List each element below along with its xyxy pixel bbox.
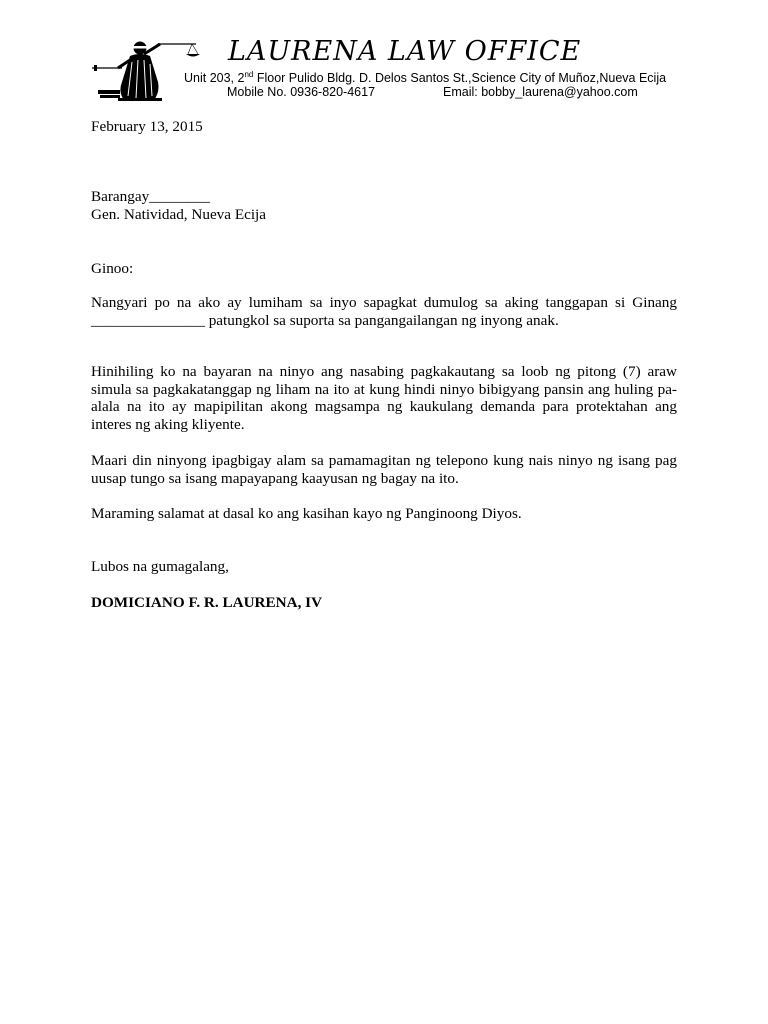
firm-name: LAURENA LAW OFFICE [228,36,582,67]
paragraph-4: Maraming salamat at dasal ko ang kasihan kayo ng Panginoong Diyos. [91,505,522,522]
contact-line [227,85,638,99]
mobile-number: Mobile No. 0936-820-4617 [227,85,376,99]
salutation: Ginoo: [91,260,134,277]
address-superscript: nd [244,70,254,79]
lady-justice-scales-icon [88,38,204,102]
office-address [184,72,666,85]
recipient-line-2: Gen. Natividad, Nueva Ecija [91,206,267,223]
letter-date: February 13, 2015 [91,118,203,135]
recipient-line-1: Barangay________ [91,188,210,205]
paragraph-2: Hinihiling ko na bayaran na ninyo ang nasabing pagkakautang sa loob ng pitong (7) araw simula sa pagkakatanggap ng liham na ito at kung hindi ninyo bibigyang pansin ang huling pa-alala na ito ay mapipilitan akong magsampa ng kaukulang demanda para protektahan ang interes ng aking kliyente. [91,363,677,433]
paragraph-1: Nangyari po na ako ay lumiham sa inyo sapagkat dumulog sa aking tanggapan si Ginang _______________ patungkol sa suporta sa pangangailangan ng inyong anak. [91,294,677,329]
email-address: Email: bobby_laurena@yahoo.com [443,85,638,99]
address-part1: Unit 203, 2 [184,71,245,85]
signatory-name: DOMICIANO F. R. LAURENA, IV [91,594,323,611]
paragraph-3: Maari din ninyong ipagbigay alam sa pamamagitan ng telepono kung nais ninyo ng isang pag uusap tungo sa isang mapayapang kaayusan ng bagay na ito. [91,452,677,487]
address-part2: Floor Pulido Bldg. D. Delos Santos St.,Science City of Muñoz,Nueva Ecija [253,71,667,85]
closing: Lubos na gumagalang, [91,558,229,575]
